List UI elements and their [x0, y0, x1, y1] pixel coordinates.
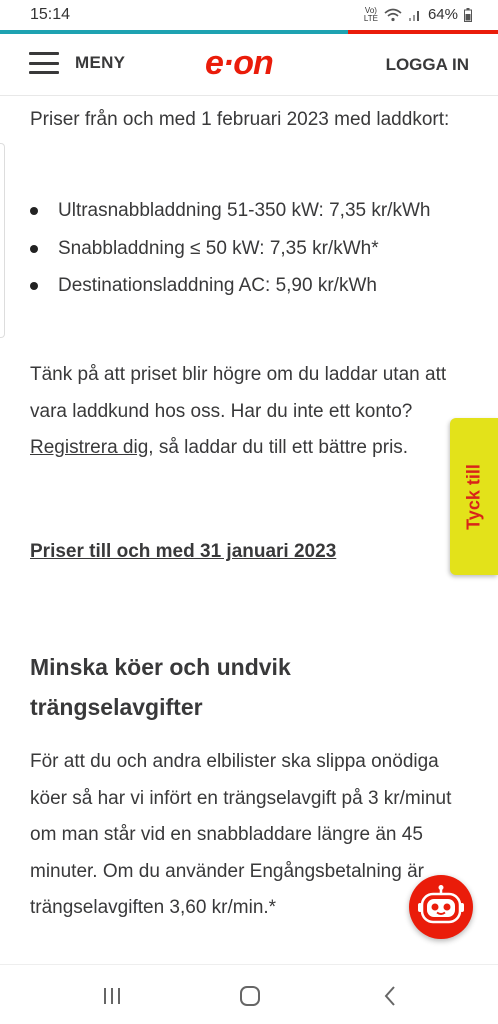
- battery-icon: [464, 8, 472, 22]
- section-heading: Minska köer och undvik trängselavgifter: [30, 654, 291, 720]
- chat-button[interactable]: [409, 875, 473, 939]
- list-item: Snabbladdning ≤ 50 kW: 7,35 kr/kWh*: [30, 231, 450, 268]
- congestion-fee-text: För att du och andra elbilister ska slippa onödiga köer så har vi infört en trängselavgift på 3 kr/minut om man står vid en snabbladdare längre än 45 minuter. Om du använder Engångsbetalning är trängselavgiften 3,60 kr/min.*: [30, 751, 452, 918]
- list-item: Destinationsladdning AC: 5,90 kr/kWh: [30, 268, 450, 305]
- recents-button[interactable]: [92, 981, 132, 1011]
- home-button[interactable]: [230, 981, 270, 1011]
- back-icon: [383, 985, 397, 1007]
- site-header: [0, 34, 498, 96]
- robot-icon: [409, 875, 473, 939]
- status-icons: [364, 6, 472, 23]
- price-intro: Priser från och med 1 februari 2023 med laddkort:: [30, 109, 450, 130]
- note-text-end: , så laddar du till ett bättre pris.: [148, 437, 409, 458]
- price-list: [30, 193, 450, 306]
- back-button[interactable]: [370, 981, 410, 1011]
- eon-logo[interactable]: e·on: [205, 44, 273, 82]
- hamburger-icon: [29, 52, 59, 74]
- system-nav-bar: [0, 964, 498, 1024]
- battery-percent: 64%: [427, 6, 458, 23]
- feedback-label: Tyck till: [463, 463, 484, 530]
- old-prices-link[interactable]: Priser till och med 31 januari 2023: [30, 541, 337, 562]
- list-item: Ultrasnabbladdning 51-350 kW: 7,35 kr/kWh: [30, 193, 450, 230]
- status-bar: [0, 0, 498, 30]
- register-link[interactable]: Registrera dig: [30, 437, 149, 458]
- home-icon: [239, 985, 261, 1007]
- edge-handle[interactable]: [0, 143, 5, 338]
- volte-icon: Vo) LTE: [363, 5, 378, 23]
- menu-label: MENY: [75, 53, 126, 72]
- login-button[interactable]: LOGGA IN: [385, 55, 469, 74]
- wifi-icon: [384, 8, 402, 22]
- feedback-tab[interactable]: [450, 418, 498, 575]
- note-text: Tänk på att priset blir högre om du laddar utan att vara laddkund hos oss. Har du inte ett konto?: [30, 364, 447, 422]
- status-time: 15:14: [30, 6, 71, 23]
- menu-button[interactable]: [29, 52, 125, 74]
- registration-note: [30, 357, 460, 467]
- recents-icon: [102, 987, 122, 1005]
- signal-icon: [408, 8, 422, 22]
